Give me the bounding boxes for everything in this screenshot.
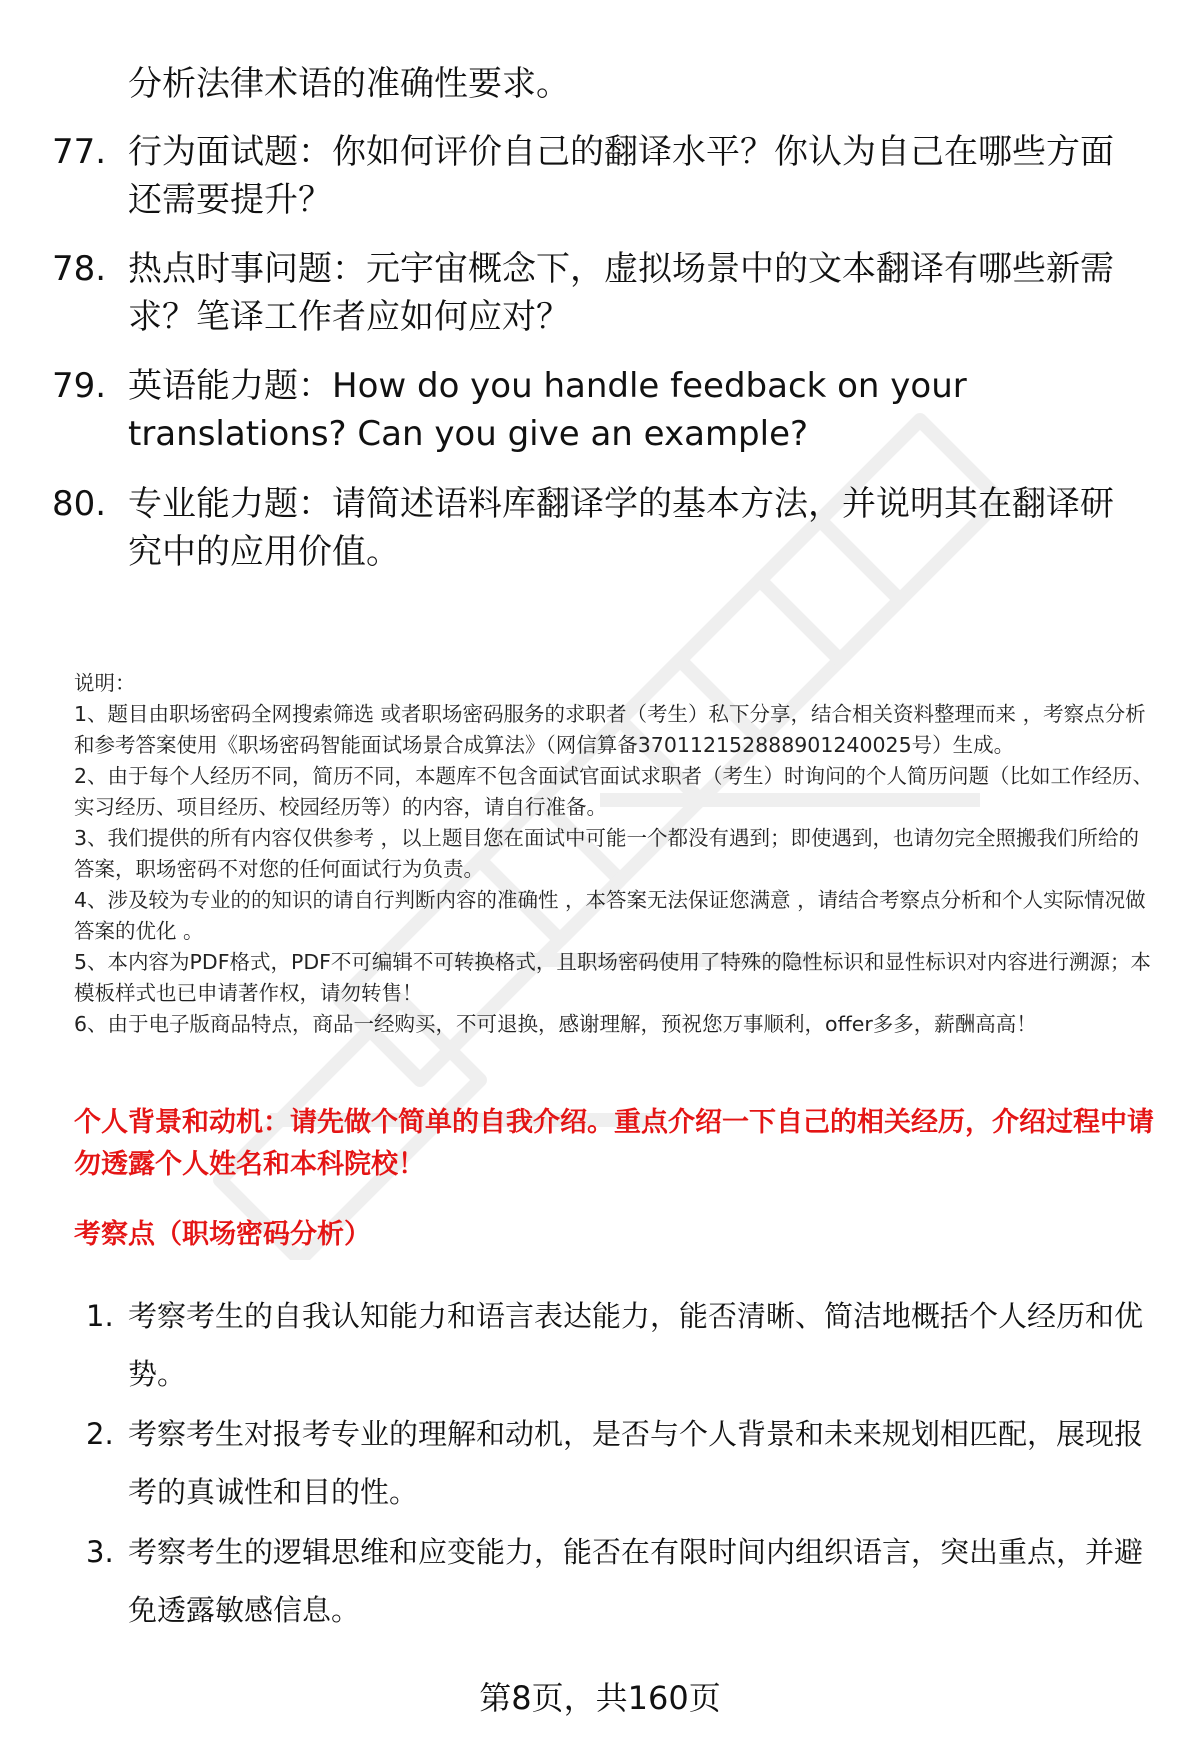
page-number-footer: 第8页，共160页 xyxy=(479,1679,721,1717)
note-item: 1、题目由职场密码全网搜索筛选 或者职场密码服务的求职者（考生）私下分享，结合相关资料整理而来 ，考察点分析和参考答案使用《职场密码智能面试场景合成算法》（网信算备370112152888901240025号）生成。 xyxy=(74,702,1146,757)
points-heading: 考察点（职场密码分析） xyxy=(74,1219,371,1250)
section-question-heading: 个人背景和动机：请先做个简单的自我介绍。重点介绍一下自己的相关经历，介绍过程中请勿透露个人姓名和本科院校！ xyxy=(74,1107,1154,1180)
question-number: 79. xyxy=(52,366,107,406)
question-number: 80. xyxy=(52,484,107,524)
question-number: 78. xyxy=(52,249,107,289)
question-number: 77. xyxy=(52,132,107,172)
question-76-continuation: 分析法律术语的准确性要求。 xyxy=(128,64,570,104)
point-text: 考察考生的逻辑思维和应变能力，能否在有限时间内组织语言，突出重点，并避免透露敏感信息。 xyxy=(128,1535,1144,1627)
assessment-points-list xyxy=(74,1287,1154,1641)
point-text: 考察考生的自我认知能力和语言表达能力，能否清晰、简洁地概括个人经历和优势。 xyxy=(128,1299,1144,1391)
note-item: 5、本内容为PDF格式，PDF不可编辑不可转换格式，且职场密码使用了特殊的隐性标识和显性标识对内容进行溯源；本模板样式也已申请著作权，请勿转售！ xyxy=(74,950,1151,1005)
question-text: 热点时事问题：元宇宙概念下，虚拟场景中的文本翻译有哪些新需求？笔译工作者应如何应对？ xyxy=(128,249,1114,337)
question-80 xyxy=(52,480,1142,576)
question-78 xyxy=(52,245,1142,341)
point-text: 考察考生对报考专业的理解和动机，是否与个人背景和未来规划相匹配，展现报考的真诚性和目的性。 xyxy=(128,1417,1144,1509)
note-item: 4、涉及较为专业的的知识的请自行判断内容的准确性 ，本答案无法保证您满意 ，请结合考察点分析和个人实际情况做答案的优化 。 xyxy=(74,888,1146,943)
point-number: 2. xyxy=(86,1417,114,1451)
note-item: 6、由于电子版商品特点，商品一经购买，不可退换，感谢理解，预祝您万事顺利，offer多多，薪酬高高！ xyxy=(74,1012,1037,1036)
question-77 xyxy=(52,128,1142,224)
question-79 xyxy=(52,362,1142,458)
question-text: 专业能力题：请简述语料库翻译学的基本方法，并说明其在翻译研究中的应用价值。 xyxy=(128,484,1114,572)
disclaimer-notes xyxy=(74,668,1154,1040)
notes-title: 说明： xyxy=(74,671,136,695)
question-text: 行为面试题：你如何评价自己的翻译水平？你认为自己在哪些方面还需要提升？ xyxy=(128,132,1114,220)
list-item xyxy=(74,1405,1154,1521)
list-item xyxy=(74,1287,1154,1403)
note-item: 2、由于每个人经历不同，简历不同，本题库不包含面试官面试求职者（考生）时询问的个人简历问题（比如工作经历、实习经历、项目经历、校园经历等）的内容，请自行准备。 xyxy=(74,764,1154,819)
point-number: 1. xyxy=(86,1299,114,1333)
list-item xyxy=(74,1523,1154,1639)
point-number: 3. xyxy=(86,1535,114,1569)
question-text: 英语能力题：How do you handle feedback on your translations? Can you give an example? xyxy=(128,366,967,454)
note-item: 3、我们提供的所有内容仅供参考 ，以上题目您在面试中可能一个都没有遇到；即使遇到，也请勿完全照搬我们所给的答案，职场密码不对您的任何面试行为负责。 xyxy=(74,826,1140,881)
